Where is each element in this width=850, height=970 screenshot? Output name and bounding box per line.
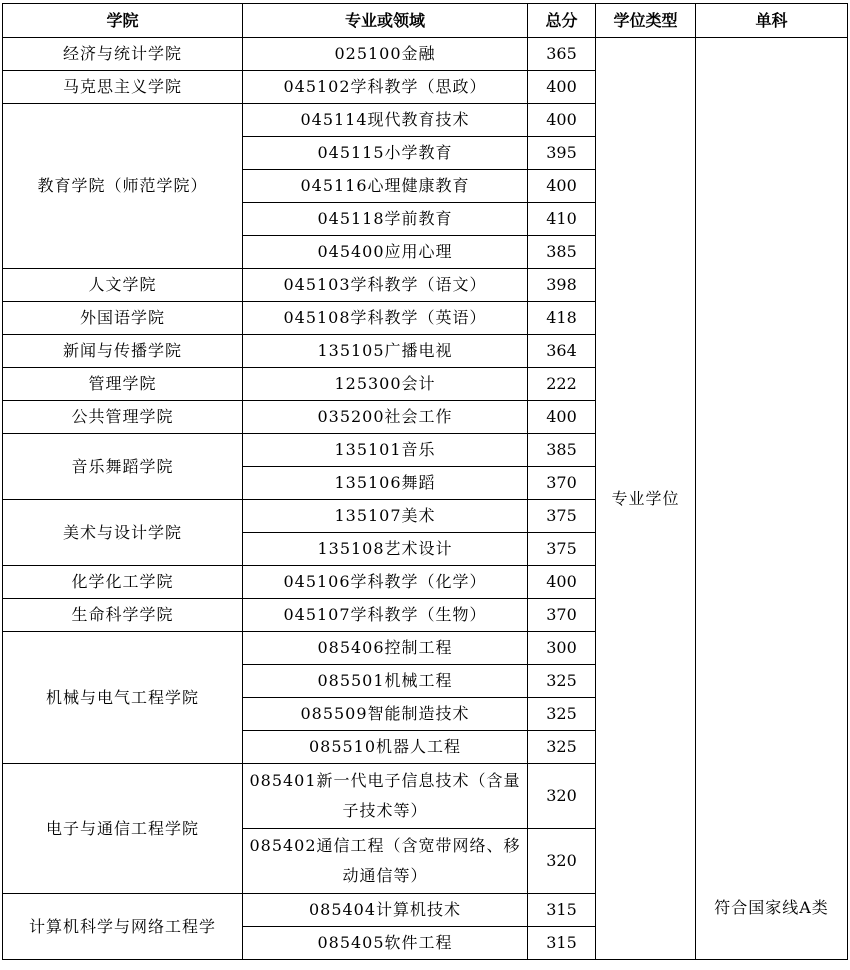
- header-major: 专业或领域: [243, 4, 528, 38]
- major-cell: 135107美术: [243, 500, 528, 533]
- header-single-subject: 单科: [696, 4, 848, 38]
- total-score-cell: 320: [528, 829, 596, 894]
- major-cell: 085509智能制造技术: [243, 698, 528, 731]
- major-cell: 025100金融: [243, 38, 528, 71]
- major-cell: 045118学前教育: [243, 203, 528, 236]
- total-score-cell: 385: [528, 434, 596, 467]
- major-cell: 045106学科教学（化学）: [243, 566, 528, 599]
- total-score-cell: 222: [528, 368, 596, 401]
- total-score-cell: 418: [528, 302, 596, 335]
- total-score-cell: 400: [528, 401, 596, 434]
- total-score-cell: 365: [528, 38, 596, 71]
- college-cell: 计算机科学与网络工程学: [3, 894, 243, 960]
- college-cell: 美术与设计学院: [3, 500, 243, 566]
- college-cell: 电子与通信工程学院: [3, 764, 243, 894]
- college-cell: 化学化工学院: [3, 566, 243, 599]
- single-subject-cell: 符合国家线A类: [696, 38, 848, 960]
- major-cell: 045108学科教学（英语）: [243, 302, 528, 335]
- total-score-cell: 385: [528, 236, 596, 269]
- total-score-cell: 395: [528, 137, 596, 170]
- total-score-cell: 325: [528, 698, 596, 731]
- major-cell: 085405软件工程: [243, 927, 528, 960]
- major-cell: 045114现代教育技术: [243, 104, 528, 137]
- total-score-cell: 410: [528, 203, 596, 236]
- major-cell: 045102学科教学（思政）: [243, 71, 528, 104]
- college-cell: 新闻与传播学院: [3, 335, 243, 368]
- total-score-cell: 300: [528, 632, 596, 665]
- degree-type-cell: 专业学位: [596, 38, 696, 960]
- total-score-cell: 315: [528, 927, 596, 960]
- college-cell: 生命科学学院: [3, 599, 243, 632]
- total-score-cell: 400: [528, 170, 596, 203]
- major-cell: 045107学科教学（生物）: [243, 599, 528, 632]
- header-row: [3, 4, 848, 38]
- college-cell: 教育学院（师范学院）: [3, 104, 243, 269]
- admission-score-table: [2, 3, 848, 960]
- major-cell: 135108艺术设计: [243, 533, 528, 566]
- major-cell: 085401新一代电子信息技术（含量子技术等）: [243, 764, 528, 829]
- total-score-cell: 375: [528, 500, 596, 533]
- major-cell: 135105广播电视: [243, 335, 528, 368]
- total-score-cell: 325: [528, 731, 596, 764]
- total-score-cell: 364: [528, 335, 596, 368]
- total-score-cell: 315: [528, 894, 596, 927]
- total-score-cell: 370: [528, 599, 596, 632]
- header-college: 学院: [3, 4, 243, 38]
- table-row: [3, 38, 848, 71]
- header-degree-type: 学位类型: [596, 4, 696, 38]
- college-cell: 音乐舞蹈学院: [3, 434, 243, 500]
- major-cell: 035200社会工作: [243, 401, 528, 434]
- major-cell: 135106舞蹈: [243, 467, 528, 500]
- college-cell: 人文学院: [3, 269, 243, 302]
- total-score-cell: 400: [528, 104, 596, 137]
- total-score-cell: 400: [528, 71, 596, 104]
- header-total: 总分: [528, 4, 596, 38]
- college-cell: 外国语学院: [3, 302, 243, 335]
- major-cell: 045115小学教育: [243, 137, 528, 170]
- major-cell: 085404计算机技术: [243, 894, 528, 927]
- major-cell: 045103学科教学（语文）: [243, 269, 528, 302]
- total-score-cell: 400: [528, 566, 596, 599]
- major-cell: 085402通信工程（含宽带网络、移动通信等）: [243, 829, 528, 894]
- major-cell: 085510机器人工程: [243, 731, 528, 764]
- college-cell: 马克思主义学院: [3, 71, 243, 104]
- major-cell: 045116心理健康教育: [243, 170, 528, 203]
- total-score-cell: 398: [528, 269, 596, 302]
- total-score-cell: 325: [528, 665, 596, 698]
- major-cell: 085406控制工程: [243, 632, 528, 665]
- college-cell: 管理学院: [3, 368, 243, 401]
- total-score-cell: 320: [528, 764, 596, 829]
- major-cell: 135101音乐: [243, 434, 528, 467]
- table-body: [3, 38, 848, 960]
- college-cell: 公共管理学院: [3, 401, 243, 434]
- major-cell: 125300会计: [243, 368, 528, 401]
- major-cell: 085501机械工程: [243, 665, 528, 698]
- total-score-cell: 370: [528, 467, 596, 500]
- college-cell: 机械与电气工程学院: [3, 632, 243, 764]
- major-cell: 045400应用心理: [243, 236, 528, 269]
- college-cell: 经济与统计学院: [3, 38, 243, 71]
- total-score-cell: 375: [528, 533, 596, 566]
